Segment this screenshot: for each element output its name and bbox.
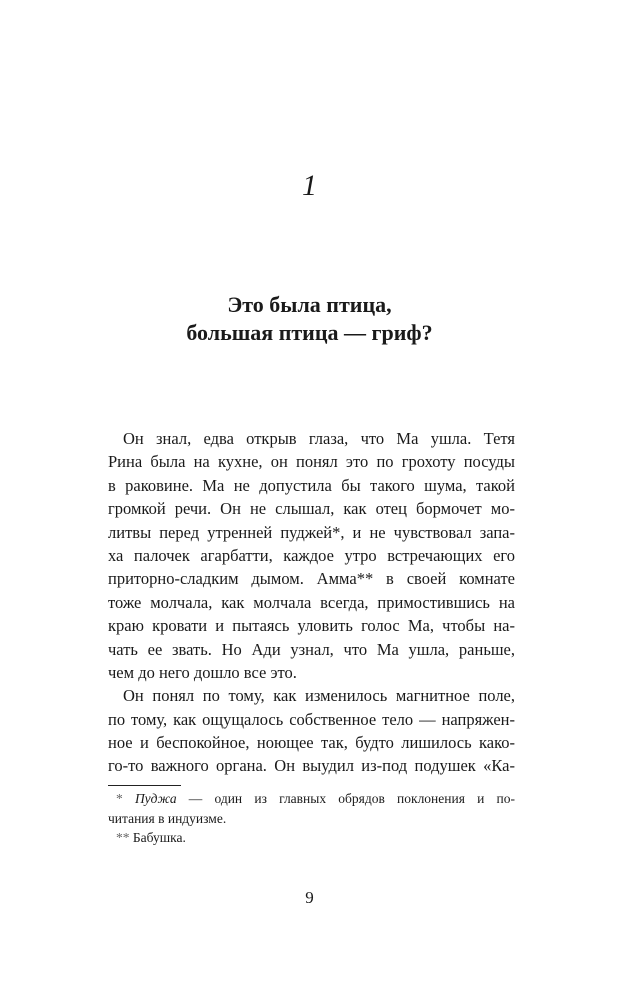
chapter-title-line: Это была птица, xyxy=(227,292,392,317)
chapter-number: 1 xyxy=(302,169,317,202)
text-line: ное и беспокойное, ноющее так, будто лишилось како- xyxy=(108,733,515,753)
footnote-term: Пуджа xyxy=(134,791,177,806)
text-line: в раковине. Ма не допустила бы такого шума, такой xyxy=(108,475,515,495)
footnote-marker: * xyxy=(116,791,123,806)
text-line: го-то важного органа. Он выудил из-под подушек «Ка- xyxy=(108,756,515,776)
text-line: Он понял по тому, как изменилось магнитное поле, xyxy=(123,686,515,706)
footnote-line xyxy=(108,789,515,809)
footnote-marker: ** xyxy=(116,830,130,845)
text-line: Рина была на кухне, он понял это по грохоту посуды xyxy=(108,452,515,472)
text-line: литвы перед утренней пуджей*, и не чувствовал запа- xyxy=(108,522,515,542)
footnote-text: Бабушка. xyxy=(129,830,186,845)
text-line: громкой речи. Он не слышал, как отец бормочет мо- xyxy=(108,499,515,519)
chapter-title xyxy=(0,291,619,347)
body-text xyxy=(108,427,515,778)
text-line: ха палочек агарбатти, каждое утро встречающих его xyxy=(108,545,515,565)
footnotes xyxy=(108,789,515,848)
text-line: Он знал, едва открыв глаза, что Ма ушла. Тетя xyxy=(123,429,515,448)
text-line: по тому, как ощущалось собственное тело — напряжен- xyxy=(108,709,515,729)
footnote-divider xyxy=(108,785,181,786)
footnote-line: читания в индуизме. xyxy=(108,810,227,826)
footnote-text: — один из главных обрядов поклонения и по- xyxy=(176,791,515,806)
footnote-line xyxy=(108,828,515,848)
text-line: чать ее звать. Но Ади узнал, что Ма ушла, раньше, xyxy=(108,639,515,659)
chapter-title-line: большая птица — гриф? xyxy=(186,320,433,345)
text-line: краю кровати и пытаясь уловить голос Ма, чтобы на- xyxy=(108,616,515,636)
text-line: приторно-сладким дымом. Амма** в своей комнате xyxy=(108,569,515,589)
text-line: чем до него дошло все это. xyxy=(108,662,297,682)
page-number: 9 xyxy=(305,888,314,907)
text-line: тоже молчала, как молчала всегда, примостившись на xyxy=(108,592,515,612)
